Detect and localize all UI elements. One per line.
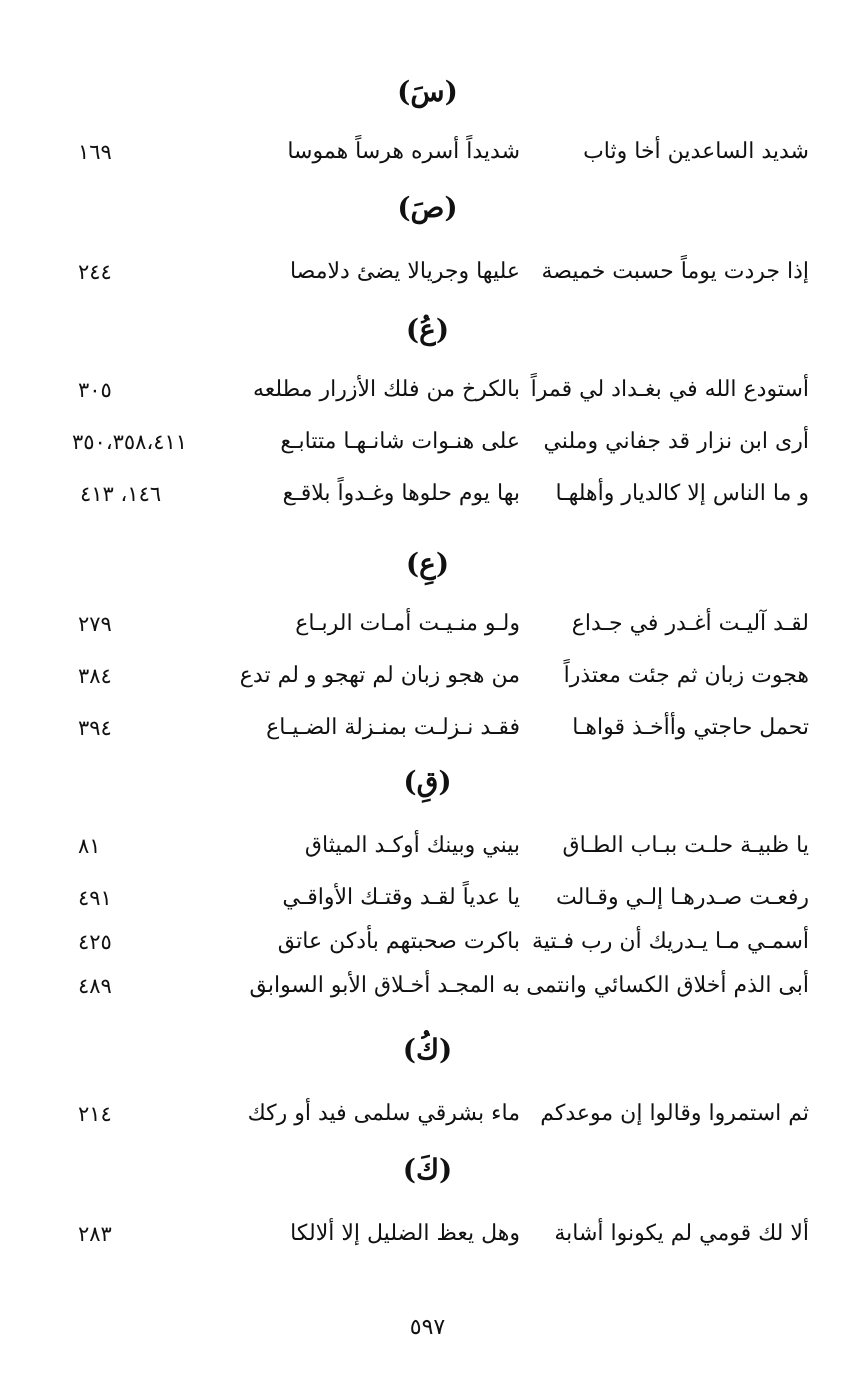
verse-second-hemistich: بالكرخ من فلك الأزرار مطلعه (252, 377, 520, 402)
verse-page-reference: ٢٤٤ (78, 260, 112, 284)
verse-row (0, 966, 855, 1006)
verse-row (0, 252, 855, 292)
verse-row (0, 1094, 855, 1134)
verse-row (0, 1214, 855, 1254)
verse-second-hemistich: شديداً أسره هرساً هموسا (287, 139, 520, 164)
verse-page-reference: ٣٥٠،٣٥٨،٤١١ (72, 430, 188, 454)
verse-page-reference: ٢٨٣ (78, 1222, 112, 1246)
verse-second-hemistich: بها يوم حلوها وغـدواً بلاقـع (282, 481, 520, 506)
verse-first-hemistich: و ما الناس إلا كالديار وأهلهـا (555, 481, 809, 506)
verse-row (0, 132, 855, 172)
verse-page-reference: ٨١ (78, 834, 101, 858)
verse-row (0, 708, 855, 748)
section-heading: (سَ) (397, 75, 458, 108)
verse-second-hemistich: به المجـد أخـلاق الأبو السوابق (249, 973, 520, 998)
verse-row (0, 878, 855, 918)
verse-second-hemistich: فقـد نـزلـت بمنـزلة الضـيـاع (266, 715, 520, 740)
verse-page-reference: ٢١٤ (78, 1102, 112, 1126)
verse-page-reference: ٤٨٩ (78, 974, 112, 998)
verse-page-reference: ٢٧٩ (78, 612, 112, 636)
verse-first-hemistich: أستودع الله في بغـداد لي قمراً (530, 377, 809, 402)
verse-second-hemistich: ولـو منـيـت أمـات الربـاع (295, 611, 520, 636)
verse-page-reference: ٣٨٤ (78, 664, 112, 688)
verse-first-hemistich: ألا لك قومي لم يكونوا أشابة (554, 1221, 809, 1246)
verse-first-hemistich: ثم استمروا وقالوا إن موعدكم (540, 1101, 809, 1126)
verse-first-hemistich: يا ظبيـة حلـت ببـاب الطـاق (562, 833, 809, 858)
section-heading: (قِ) (403, 765, 452, 798)
section-heading: (عُ) (405, 313, 450, 346)
verse-first-hemistich: أبى الذم أخلاق الكسائي وانتمى (526, 973, 809, 998)
verse-row (0, 922, 855, 962)
section-heading: (صَ) (397, 191, 458, 224)
verse-second-hemistich: عليها وجريالا يضئ دلامصا (289, 259, 520, 284)
verse-page-reference: ٣٠٥ (78, 378, 112, 402)
verse-second-hemistich: ماء بشرقي سلمى فيد أو ركك (247, 1101, 520, 1126)
verse-row (0, 422, 855, 462)
verse-second-hemistich: وهل يعظ الضليل إلا ألالكا (290, 1221, 520, 1246)
verse-second-hemistich: يا عدياً لقـد وقتـك الأواقـي (282, 885, 520, 910)
page-number: ٥٩٧ (409, 1315, 446, 1340)
verse-second-hemistich: على هنـوات شانـهـا متتابـع (280, 429, 520, 454)
section-heading: (كَ) (402, 1153, 453, 1186)
verse-page-reference: ٣٩٤ (78, 716, 112, 740)
verse-second-hemistich: من هجو زبان لم تهجو و لم تدع (239, 663, 520, 688)
verse-page-reference: ٤٢٥ (78, 930, 112, 954)
verse-row (0, 370, 855, 410)
verse-page-reference: ٤٩١ (78, 886, 112, 910)
verse-first-hemistich: هجوت زبان ثم جئت معتذراً (563, 663, 809, 688)
verse-first-hemistich: رفعـت صـدرهـا إلـي وقـالت (555, 885, 809, 910)
verse-first-hemistich: شديد الساعدين أخا وثاب (583, 139, 809, 164)
section-heading: (كُ) (402, 1033, 453, 1066)
verse-page-reference: ١٤٦، ٤١٣ (80, 482, 162, 506)
verse-row (0, 656, 855, 696)
verse-first-hemistich: لقـد آليـت أغـدر في جـداع (571, 611, 809, 636)
verse-row (0, 826, 855, 866)
section-heading: (عِ) (405, 547, 450, 580)
verse-second-hemistich: بيني وبينك أوكـد الميثاق (304, 833, 520, 858)
verse-first-hemistich: أرى ابن نزار قد جفاني وملني (543, 429, 809, 454)
verse-first-hemistich: أسمـي مـا يـدريك أن رب فـتية (532, 929, 809, 954)
verse-row (0, 604, 855, 644)
verse-row (0, 474, 855, 514)
verse-first-hemistich: إذا جردت يوماً حسبت خميصة (541, 259, 809, 284)
verse-second-hemistich: باكرت صحبتهم بأدكن عاتق (277, 929, 520, 954)
verse-first-hemistich: تحمل حاجتي وأأخـذ قواهـا (572, 715, 809, 740)
verse-page-reference: ١٦٩ (78, 140, 112, 164)
